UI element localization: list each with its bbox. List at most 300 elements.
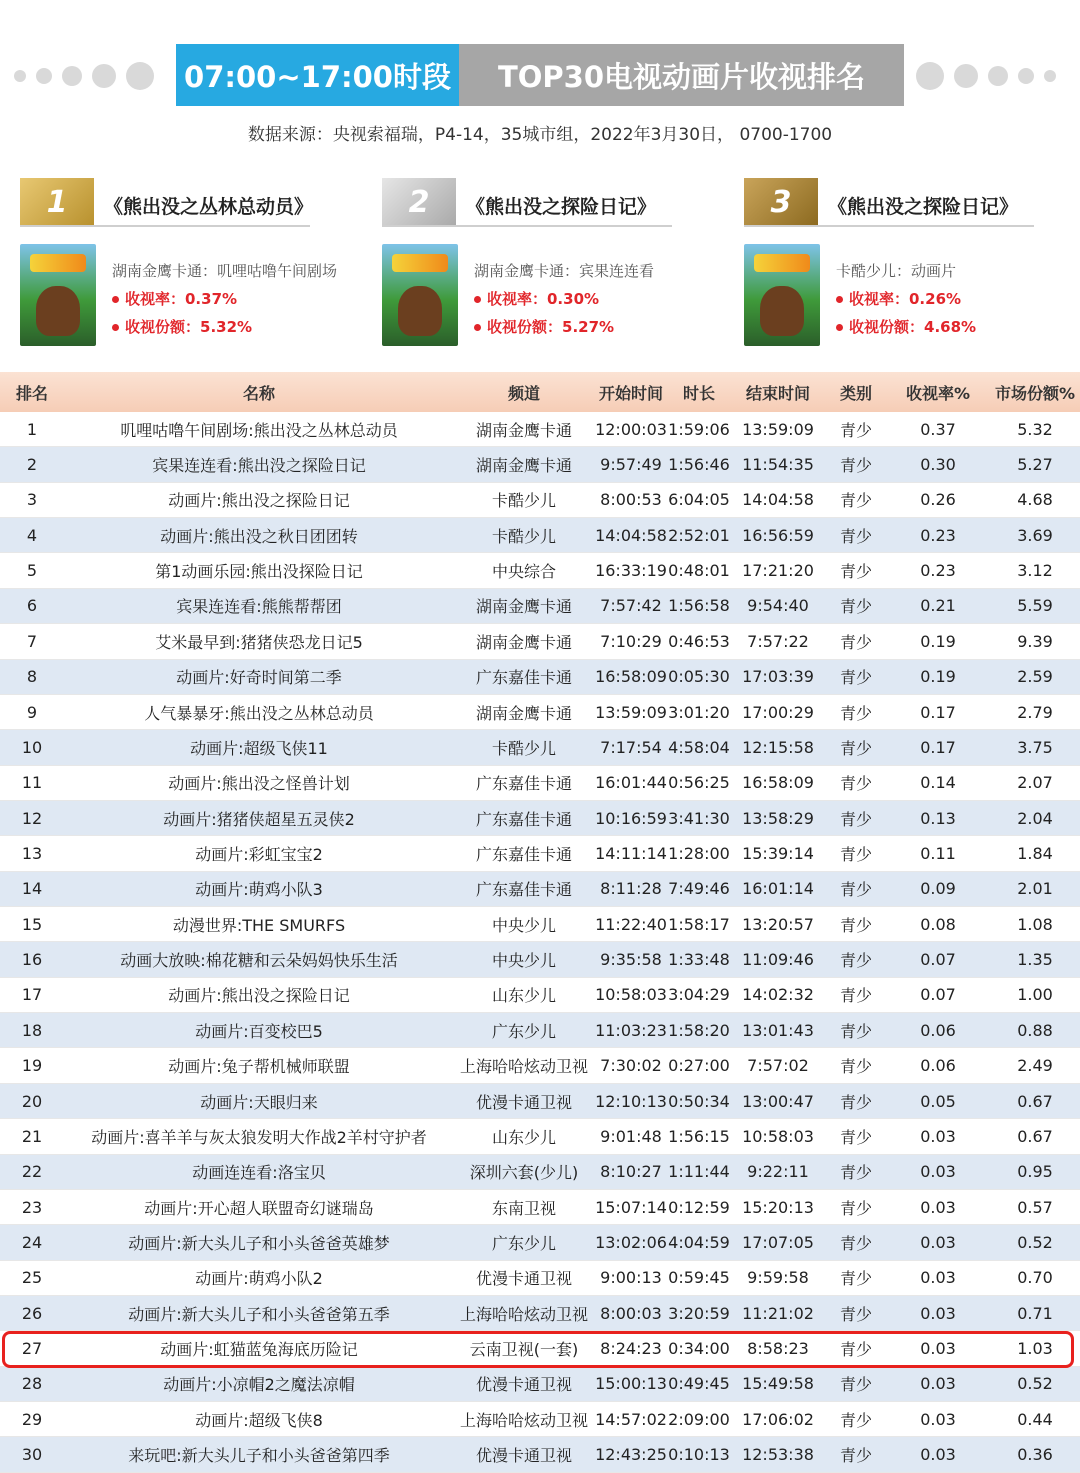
cell-start-time: 13:59:09 — [595, 702, 667, 722]
cell-start-time: 8:11:28 — [600, 879, 662, 899]
top3-card-3 — [744, 178, 1074, 348]
cell-share: 1.08 — [1017, 914, 1053, 934]
cell-share: 2.04 — [1017, 808, 1053, 828]
cell-duration: 1:28:00 — [668, 843, 730, 863]
cell-category: 青少 — [839, 880, 872, 900]
cell-rank: 28 — [21, 1374, 43, 1394]
cell-category: 青少 — [839, 1269, 872, 1289]
cell-name: 动画片:熊出没之探险日记 — [168, 986, 350, 1006]
table-row — [0, 518, 1080, 553]
cell-name: 人气暴暴牙:熊出没之丛林总动员 — [144, 703, 374, 723]
card-share: 收视份额：5.27% — [474, 316, 614, 337]
cell-end-time: 13:00:47 — [742, 1091, 814, 1111]
cell-channel: 优漫卡通卫视 — [475, 1269, 572, 1289]
cell-start-time: 7:30:02 — [600, 1056, 662, 1076]
cell-start-time: 8:00:53 — [600, 490, 662, 510]
cell-share: 9.39 — [1017, 631, 1053, 651]
cell-end-time: 9:59:58 — [747, 1268, 809, 1288]
cell-category: 青少 — [839, 809, 872, 829]
table-row — [0, 624, 1080, 659]
cell-share: 0.88 — [1017, 1020, 1053, 1040]
table-row — [0, 1402, 1080, 1437]
cell-share: 5.59 — [1017, 596, 1053, 616]
cell-channel: 优漫卡通卫视 — [475, 1375, 572, 1395]
ranking-table — [0, 412, 1080, 1473]
cell-start-time: 12:43:25 — [595, 1445, 667, 1465]
cell-rank: 17 — [21, 985, 43, 1005]
cell-name: 动画片:熊出没之探险日记 — [168, 491, 350, 511]
cell-end-time: 7:57:02 — [747, 1056, 809, 1076]
cell-end-time: 11:21:02 — [742, 1303, 814, 1323]
cell-rating: 0.03 — [920, 1126, 956, 1146]
cell-category: 青少 — [839, 597, 872, 617]
cell-rank: 10 — [21, 737, 43, 757]
header-name: 名称 — [242, 383, 275, 403]
cell-rank: 25 — [21, 1268, 43, 1288]
cell-rating: 0.19 — [920, 631, 956, 651]
time-slot-label: 07:00~17:00时段 — [176, 44, 459, 106]
cell-start-time: 14:04:58 — [595, 525, 667, 545]
cell-start-time: 9:00:13 — [600, 1268, 662, 1288]
cell-name: 动画连连看:洛宝贝 — [192, 1163, 326, 1183]
cell-share: 2.79 — [1017, 702, 1053, 722]
card-title: 《熊出没之探险日记》 — [828, 196, 1019, 218]
cell-rating: 0.13 — [920, 808, 956, 828]
cell-rank: 9 — [26, 702, 38, 722]
cell-share: 1.03 — [1017, 1339, 1053, 1359]
cell-duration: 0:05:30 — [668, 667, 730, 687]
cell-end-time: 13:59:09 — [742, 419, 814, 439]
cell-channel: 上海哈哈炫动卫视 — [459, 1304, 588, 1324]
rank-badge: 3 — [744, 178, 818, 226]
cell-category: 青少 — [839, 986, 872, 1006]
cell-share: 2.59 — [1017, 667, 1053, 687]
cell-share: 0.52 — [1017, 1374, 1053, 1394]
cell-category: 青少 — [839, 668, 872, 688]
cell-duration: 7:49:46 — [668, 879, 730, 899]
cell-end-time: 7:57:22 — [747, 631, 809, 651]
cell-category: 青少 — [839, 1198, 872, 1218]
cell-duration: 1:58:20 — [668, 1020, 730, 1040]
cell-end-time: 16:58:09 — [742, 773, 814, 793]
poster-image — [744, 244, 820, 346]
card-channel-program: 湖南金鹰卡通：叽哩咕噜午间剧场 — [112, 262, 338, 280]
cell-name: 第1动画乐园:熊出没探险日记 — [155, 562, 363, 582]
cell-category: 青少 — [839, 632, 872, 652]
cell-name: 动画片:萌鸡小队3 — [195, 880, 323, 900]
cell-end-time: 17:06:02 — [742, 1409, 814, 1429]
cell-rank: 15 — [21, 914, 43, 934]
cell-name: 动画片:开心超人联盟奇幻谜瑞岛 — [144, 1198, 374, 1218]
cell-category: 青少 — [839, 951, 872, 971]
cell-name: 动画片:熊出没之秋日团团转 — [160, 526, 358, 546]
cell-channel: 优漫卡通卫视 — [475, 1446, 572, 1466]
cell-start-time: 12:00:03 — [595, 419, 667, 439]
table-row — [0, 836, 1080, 871]
cell-rank: 12 — [21, 808, 43, 828]
cell-rating: 0.06 — [920, 1056, 956, 1076]
cell-share: 3.12 — [1017, 561, 1053, 581]
cell-share: 1.00 — [1017, 985, 1053, 1005]
cell-end-time: 12:15:58 — [742, 737, 814, 757]
cell-rating: 0.03 — [920, 1162, 956, 1182]
cell-duration: 0:34:00 — [668, 1339, 730, 1359]
cell-duration: 2:09:00 — [668, 1409, 730, 1429]
cell-name: 动画片:虹猫蓝兔海底历险记 — [160, 1340, 358, 1360]
cell-duration: 0:49:45 — [668, 1374, 730, 1394]
cell-start-time: 10:58:03 — [595, 985, 667, 1005]
table-row — [0, 589, 1080, 624]
table-row — [0, 766, 1080, 801]
cell-duration: 0:10:13 — [668, 1445, 730, 1465]
cell-end-time: 14:02:32 — [742, 985, 814, 1005]
cell-share: 5.27 — [1017, 455, 1053, 475]
cell-category: 青少 — [839, 420, 872, 440]
rank-badge: 2 — [382, 178, 456, 226]
cell-duration: 1:11:44 — [668, 1162, 730, 1182]
cell-rating: 0.03 — [920, 1339, 956, 1359]
header-rank: 排名 — [15, 383, 48, 403]
cell-category: 青少 — [839, 1340, 872, 1360]
cell-rating: 0.03 — [920, 1374, 956, 1394]
cell-duration: 1:56:46 — [668, 455, 730, 475]
cell-channel: 湖南金鹰卡通 — [475, 597, 572, 617]
cell-start-time: 16:01:44 — [595, 773, 667, 793]
cell-category: 青少 — [839, 1092, 872, 1112]
cell-start-time: 15:07:14 — [595, 1197, 667, 1217]
cell-channel: 湖南金鹰卡通 — [475, 632, 572, 652]
cell-rating: 0.14 — [920, 773, 956, 793]
cell-name: 艾米最早到:猪猪侠恐龙日记5 — [155, 632, 363, 652]
cell-rank: 11 — [21, 773, 43, 793]
table-row — [0, 553, 1080, 588]
cell-rating: 0.03 — [920, 1197, 956, 1217]
top3-section — [0, 178, 1080, 348]
cell-channel: 中央少儿 — [491, 915, 556, 935]
cell-duration: 0:12:59 — [668, 1197, 730, 1217]
banner-title: TOP30电视动画片收视排名 — [459, 44, 904, 106]
cell-name: 动画片:新大头儿子和小头爸爸第五季 — [128, 1304, 390, 1324]
cell-rating: 0.03 — [920, 1232, 956, 1252]
cell-name: 宾果连连看:熊熊帮帮团 — [176, 597, 342, 617]
rank-badge: 1 — [20, 178, 94, 226]
card-title: 《熊出没之丛林总动员》 — [104, 196, 314, 218]
cell-end-time: 8:58:23 — [747, 1339, 809, 1359]
cell-start-time: 16:58:09 — [595, 667, 667, 687]
cell-rank: 14 — [21, 879, 43, 899]
decorative-dots-left — [14, 62, 164, 90]
cell-share: 4.68 — [1017, 490, 1053, 510]
cell-rating: 0.03 — [920, 1303, 956, 1323]
table-row — [0, 1367, 1080, 1402]
cell-name: 动漫世界:THE SMURFS — [172, 915, 346, 935]
table-row — [0, 1048, 1080, 1083]
cell-rating: 0.07 — [920, 985, 956, 1005]
cell-rating: 0.03 — [920, 1409, 956, 1429]
table-row — [0, 1155, 1080, 1190]
header-duration: 时长 — [682, 383, 715, 403]
data-source: 数据来源：央视索福瑞，P4-14，35城市组，2022年3月30日， 0700-1700 — [247, 125, 833, 145]
card-share: 收视份额：4.68% — [836, 316, 976, 337]
cell-channel: 深圳六套(少儿) — [469, 1163, 579, 1183]
cell-category: 青少 — [839, 562, 872, 582]
cell-rank: 5 — [26, 561, 38, 581]
cell-share: 0.67 — [1017, 1126, 1053, 1146]
cell-end-time: 11:09:46 — [742, 950, 814, 970]
cell-name: 动画片:天眼归来 — [200, 1092, 318, 1112]
cell-channel: 湖南金鹰卡通 — [475, 456, 572, 476]
cell-end-time: 15:20:13 — [742, 1197, 814, 1217]
cell-share: 2.01 — [1017, 879, 1053, 899]
cell-category: 青少 — [839, 1021, 872, 1041]
cell-rank: 18 — [21, 1020, 43, 1040]
cell-name: 动画片:好奇时间第二季 — [176, 668, 342, 688]
cell-category: 青少 — [839, 1410, 872, 1430]
cell-share: 1.35 — [1017, 950, 1053, 970]
top3-card-1 — [20, 178, 350, 348]
cell-duration: 3:41:30 — [668, 808, 730, 828]
cell-duration: 1:56:58 — [668, 596, 730, 616]
table-row — [0, 872, 1080, 907]
cell-rank: 27 — [21, 1339, 43, 1359]
cell-rank: 26 — [21, 1303, 43, 1323]
cell-name: 宾果连连看:熊出没之探险日记 — [152, 456, 366, 476]
cell-name: 来玩吧:新大头儿子和小头爸爸第四季 — [128, 1446, 390, 1466]
cell-channel: 山东少儿 — [491, 1127, 556, 1147]
cell-name: 动画片:超级飞侠11 — [190, 738, 328, 758]
card-rating: 收视率：0.37% — [112, 288, 237, 309]
cell-share: 2.49 — [1017, 1056, 1053, 1076]
cell-share: 0.95 — [1017, 1162, 1053, 1182]
cell-end-time: 13:58:29 — [742, 808, 814, 828]
cell-rank: 8 — [26, 667, 38, 687]
cell-channel: 山东少儿 — [491, 986, 556, 1006]
cell-channel: 广东嘉佳卡通 — [475, 844, 572, 864]
cell-rating: 0.23 — [920, 561, 956, 581]
cell-start-time: 11:22:40 — [595, 914, 667, 934]
cell-start-time: 9:57:49 — [600, 455, 662, 475]
poster-image — [20, 244, 96, 346]
cell-duration: 2:52:01 — [668, 525, 730, 545]
cell-name: 动画片:彩虹宝宝2 — [195, 844, 323, 864]
cell-rating: 0.37 — [920, 419, 956, 439]
cell-duration: 1:33:48 — [668, 950, 730, 970]
cell-rating: 0.26 — [920, 490, 956, 510]
cell-rank: 24 — [21, 1232, 43, 1252]
cell-end-time: 17:00:29 — [742, 702, 814, 722]
cell-rating: 0.23 — [920, 525, 956, 545]
cell-start-time: 8:00:03 — [600, 1303, 662, 1323]
cell-name: 动画片:百变校巴5 — [195, 1021, 323, 1041]
cell-end-time: 13:20:57 — [742, 914, 814, 934]
cell-category: 青少 — [839, 1057, 872, 1077]
cell-duration: 3:04:29 — [668, 985, 730, 1005]
cell-channel: 卡酷少儿 — [491, 738, 556, 758]
cell-duration: 0:50:34 — [668, 1091, 730, 1111]
cell-duration: 0:27:00 — [668, 1056, 730, 1076]
cell-name: 动画片:超级飞侠8 — [195, 1410, 323, 1430]
cell-rating: 0.17 — [920, 737, 956, 757]
cell-channel: 优漫卡通卫视 — [475, 1092, 572, 1112]
cell-start-time: 11:03:23 — [595, 1020, 667, 1040]
table-row — [0, 978, 1080, 1013]
table-row — [0, 907, 1080, 942]
table-row — [0, 942, 1080, 977]
table-row — [0, 695, 1080, 730]
cell-rank: 1 — [26, 419, 38, 439]
table-row — [0, 1190, 1080, 1225]
cell-end-time: 15:49:58 — [742, 1374, 814, 1394]
cell-start-time: 8:10:27 — [600, 1162, 662, 1182]
cell-start-time: 16:33:19 — [595, 561, 667, 581]
cell-channel: 卡酷少儿 — [491, 526, 556, 546]
card-rating: 收视率：0.30% — [474, 288, 599, 309]
cell-duration: 0:46:53 — [668, 631, 730, 651]
cell-end-time: 10:58:03 — [742, 1126, 814, 1146]
cell-share: 0.36 — [1017, 1445, 1053, 1465]
card-share: 收视份额：5.32% — [112, 316, 252, 337]
cell-start-time: 9:35:58 — [600, 950, 662, 970]
cell-share: 0.52 — [1017, 1232, 1053, 1252]
cell-share: 0.44 — [1017, 1409, 1053, 1429]
table-row — [0, 1296, 1080, 1331]
cell-rating: 0.19 — [920, 667, 956, 687]
cell-share: 3.69 — [1017, 525, 1053, 545]
cell-category: 青少 — [839, 1446, 872, 1466]
cell-rating: 0.08 — [920, 914, 956, 934]
cell-share: 0.71 — [1017, 1303, 1053, 1323]
cell-duration: 4:04:59 — [668, 1232, 730, 1252]
cell-end-time: 9:22:11 — [747, 1162, 809, 1182]
cell-rank: 6 — [26, 596, 38, 616]
cell-end-time: 17:21:20 — [742, 561, 814, 581]
cell-rating: 0.21 — [920, 596, 956, 616]
cell-rank: 23 — [21, 1197, 43, 1217]
cell-start-time: 7:17:54 — [600, 737, 662, 757]
table-row — [0, 801, 1080, 836]
cell-name: 动画片:萌鸡小队2 — [195, 1269, 323, 1289]
cell-duration: 1:58:17 — [668, 914, 730, 934]
cell-channel: 广东嘉佳卡通 — [475, 668, 572, 688]
cell-rank: 2 — [26, 455, 38, 475]
header-end-time: 结束时间 — [745, 383, 810, 403]
table-row — [0, 447, 1080, 482]
cell-share: 3.75 — [1017, 737, 1053, 757]
cell-rank: 16 — [21, 950, 43, 970]
cell-channel: 湖南金鹰卡通 — [475, 703, 572, 723]
table-row — [0, 1119, 1080, 1154]
cell-rating: 0.06 — [920, 1020, 956, 1040]
header-start-time: 开始时间 — [598, 383, 663, 403]
cell-category: 青少 — [839, 844, 872, 864]
cell-category: 青少 — [839, 915, 872, 935]
cell-name: 动画大放映:棉花糖和云朵妈妈快乐生活 — [120, 951, 398, 971]
cell-start-time: 10:16:59 — [595, 808, 667, 828]
cell-end-time: 9:54:40 — [747, 596, 809, 616]
cell-start-time: 14:57:02 — [595, 1409, 667, 1429]
cell-rank: 4 — [26, 525, 38, 545]
cell-category: 青少 — [839, 738, 872, 758]
cell-name: 动画片:兔子帮机械师联盟 — [168, 1057, 350, 1077]
cell-duration: 1:56:15 — [668, 1126, 730, 1146]
cell-channel: 云南卫视(一套) — [469, 1340, 579, 1360]
cell-end-time: 16:01:14 — [742, 879, 814, 899]
cell-end-time: 12:53:38 — [742, 1445, 814, 1465]
cell-channel: 中央综合 — [491, 562, 556, 582]
cell-rating: 0.17 — [920, 702, 956, 722]
cell-category: 青少 — [839, 1375, 872, 1395]
cell-start-time: 7:10:29 — [600, 631, 662, 651]
poster-image — [382, 244, 458, 346]
table-row — [0, 1084, 1080, 1119]
table-row — [0, 483, 1080, 518]
cell-category: 青少 — [839, 1233, 872, 1253]
cell-name: 动画片:喜羊羊与灰太狼发明大作战2羊村守护者 — [91, 1127, 427, 1147]
card-channel-program: 卡酷少儿：动画片 — [836, 262, 957, 280]
cell-category: 青少 — [839, 526, 872, 546]
cell-rating: 0.05 — [920, 1091, 956, 1111]
cell-channel: 广东少儿 — [491, 1021, 556, 1041]
cell-rank: 3 — [26, 490, 38, 510]
cell-rating: 0.11 — [920, 843, 956, 863]
table-row — [0, 1261, 1080, 1296]
header-rating: 收视率% — [905, 383, 971, 403]
cell-category: 青少 — [839, 703, 872, 723]
header-channel: 频道 — [507, 383, 540, 403]
cell-rating: 0.07 — [920, 950, 956, 970]
cell-start-time: 13:02:06 — [595, 1232, 667, 1252]
cell-start-time: 14:11:14 — [595, 843, 667, 863]
cell-duration: 0:59:45 — [668, 1268, 730, 1288]
cell-duration: 3:20:59 — [668, 1303, 730, 1323]
cell-channel: 中央少儿 — [491, 951, 556, 971]
cell-share: 0.57 — [1017, 1197, 1053, 1217]
cell-rank: 19 — [21, 1056, 43, 1076]
cell-channel: 上海哈哈炫动卫视 — [459, 1410, 588, 1430]
cell-channel: 上海哈哈炫动卫视 — [459, 1057, 588, 1077]
cell-rank: 22 — [21, 1162, 43, 1182]
cell-share: 2.07 — [1017, 773, 1053, 793]
cell-share: 0.67 — [1017, 1091, 1053, 1111]
cell-name: 动画片:猪猪侠超星五灵侠2 — [163, 809, 355, 829]
cell-rank: 7 — [26, 631, 38, 651]
cell-rating: 0.03 — [920, 1445, 956, 1465]
cell-category: 青少 — [839, 1304, 872, 1324]
cell-category: 青少 — [839, 1127, 872, 1147]
decorative-dots-right — [916, 62, 1066, 90]
cell-rank: 30 — [21, 1445, 43, 1465]
cell-end-time: 15:39:14 — [742, 843, 814, 863]
cell-start-time: 12:10:13 — [595, 1091, 667, 1111]
table-row — [0, 1437, 1080, 1472]
card-title: 《熊出没之探险日记》 — [466, 196, 657, 218]
table-row — [0, 730, 1080, 765]
table-row — [0, 412, 1080, 447]
cell-rank: 21 — [21, 1126, 43, 1146]
cell-end-time: 17:07:05 — [742, 1232, 814, 1252]
header-banner — [0, 44, 1080, 108]
cell-start-time: 15:00:13 — [595, 1374, 667, 1394]
cell-channel: 东南卫视 — [491, 1198, 556, 1218]
cell-start-time: 7:57:42 — [600, 596, 662, 616]
table-row — [0, 660, 1080, 695]
cell-channel: 湖南金鹰卡通 — [475, 420, 572, 440]
cell-end-time: 17:03:39 — [742, 667, 814, 687]
cell-duration: 1:59:06 — [668, 419, 730, 439]
card-channel-program: 湖南金鹰卡通：宾果连连看 — [474, 262, 655, 280]
top3-card-2 — [382, 178, 712, 348]
header-share: 市场份额% — [994, 383, 1076, 403]
